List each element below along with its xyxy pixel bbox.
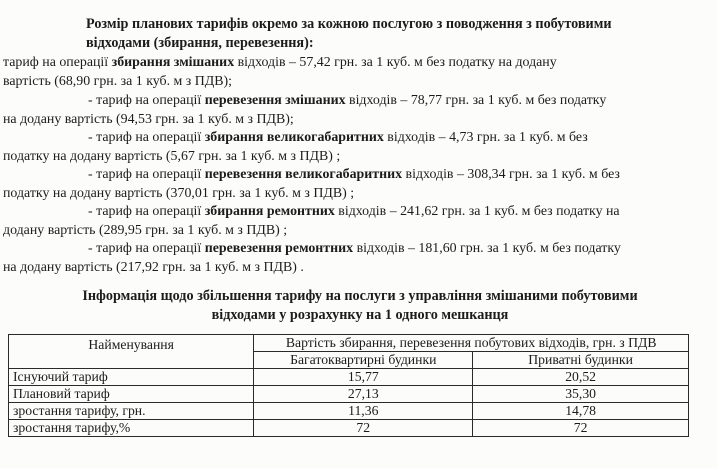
tariff-item-5-cont: додану вартість (289,95 грн. за 1 куб. м з ПДВ) ; <box>3 223 288 238</box>
row-name: Існуючий тариф <box>9 369 254 386</box>
cell-multi: 72 <box>254 420 473 437</box>
table-row <box>9 369 689 386</box>
cell-private: 72 <box>473 420 689 437</box>
col-header-private: Приватні будинки <box>473 352 689 369</box>
tariff-item-2-cont: на додану вартість (94,53 грн. за 1 куб. м з ПДВ); <box>3 112 294 127</box>
tariff-item-6-cont: на додану вартість (217,92 грн. за 1 куб. м з ПДВ) . <box>3 260 304 275</box>
tariff-item-4-cont: податку на додану вартість (370,01 грн. за 1 куб. м з ПДВ) ; <box>3 186 355 201</box>
tariff-heading <box>86 15 696 53</box>
tariff-heading-line2: відходами (збирання, перевезення): <box>86 35 314 51</box>
increase-subtitle-line1: Інформація щодо збільшення тарифу на послуги з управління змішаними побутовими <box>82 288 638 304</box>
tariff-item-4: - тариф на операції перевезення великогабаритних відходів – 308,34 грн. за 1 куб. м без <box>88 167 620 182</box>
tariff-heading-line1: Розмір планових тарифів окремо за кожною послугою з поводження з побутовими <box>86 16 612 32</box>
col-header-cost: Вартість збирання, перевезення побутових відходів, грн. з ПДВ <box>254 335 689 352</box>
tariff-item-6: - тариф на операції перевезення ремонтних відходів – 181,60 грн. за 1 куб. м без податку <box>88 241 621 256</box>
tariff-item-3: - тариф на операції збирання великогабаритних відходів – 4,73 грн. за 1 куб. м без <box>88 130 588 145</box>
tariff-item-5: - тариф на операції збирання ремонтних відходів – 241,62 грн. за 1 куб. м без податку на <box>88 204 620 219</box>
tariff-item-2: - тариф на операції перевезення змішаних відходів – 78,77 грн. за 1 куб. м без податку <box>88 93 607 108</box>
row-name: зростання тарифу,% <box>9 420 254 437</box>
col-header-name: Найменування <box>9 335 254 369</box>
tariff-item-1-cont: вартість (68,90 грн. за 1 куб. м з ПДВ); <box>3 74 232 89</box>
tariff-increase-table <box>8 334 689 437</box>
table-row <box>9 420 689 437</box>
cell-multi: 27,13 <box>254 386 473 403</box>
cell-multi: 15,77 <box>254 369 473 386</box>
table-row <box>9 403 689 420</box>
tariff-item-1: тариф на операції збирання змішаних відходів – 57,42 грн. за 1 куб. м без податку на додану <box>3 55 557 70</box>
cell-private: 20,52 <box>473 369 689 386</box>
row-name: зростання тарифу, грн. <box>9 403 254 420</box>
col-header-multi: Багатоквартирні будинки <box>254 352 473 369</box>
table-header-row <box>9 335 689 352</box>
increase-subtitle <box>30 287 690 325</box>
row-name: Плановий тариф <box>9 386 254 403</box>
tariff-item-3-cont: податку на додану вартість (5,67 грн. за 1 куб. м з ПДВ) ; <box>3 149 341 164</box>
cell-multi: 11,36 <box>254 403 473 420</box>
cell-private: 14,78 <box>473 403 689 420</box>
table-row <box>9 386 689 403</box>
cell-private: 35,30 <box>473 386 689 403</box>
increase-subtitle-line2: відходами у розрахунку на 1 одного мешканця <box>211 307 509 323</box>
